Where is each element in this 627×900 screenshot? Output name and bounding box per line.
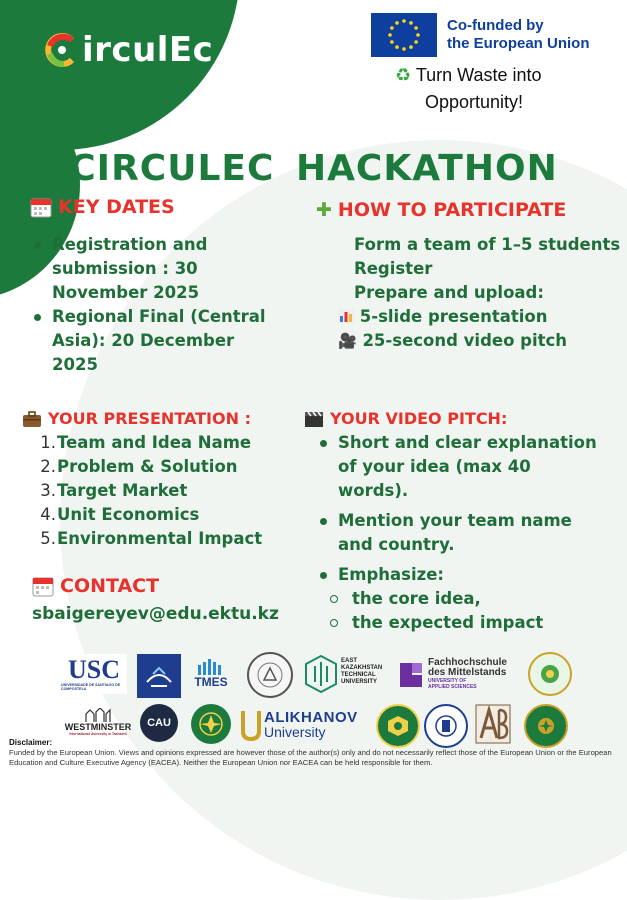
list-item: Registration and submission : 30 November 2025 (32, 233, 292, 305)
eu-cofunded-badge (371, 13, 590, 57)
recycle-icon: ♻ (395, 65, 412, 85)
how-line: Prepare and upload: (354, 283, 544, 302)
video-pitch-heading (304, 409, 507, 428)
video-camera-icon: 🎥 (338, 332, 357, 350)
circulec-logo (44, 30, 213, 70)
list-item: Short and clear explanation of your idea (max 40 words). (318, 431, 618, 503)
university-seal-logo (247, 652, 293, 698)
list-item: 3. Target Market (40, 481, 188, 500)
how-line: Register (354, 259, 433, 278)
key-dates-heading (30, 196, 175, 218)
disclaimer-label: Disclaimer: (9, 738, 53, 747)
contact-heading (32, 575, 159, 597)
how-to-participate-heading (316, 199, 566, 221)
list-item: 1. Team and Idea Name (40, 433, 252, 452)
fhm-logo: Fachhochschule des Mittelstands UNIVERSITY OF APPLIED SCIENCES (398, 656, 522, 692)
university-emblem-logo (137, 654, 181, 698)
how-title: HOW TO PARTICIPATE (337, 199, 567, 221)
slides-item: 5-slide presentation (359, 307, 548, 326)
video-pitch-list (318, 431, 618, 635)
video-item: 25-second video pitch (362, 331, 568, 350)
tagline (395, 62, 595, 116)
sub-list-item: the expected impact (318, 611, 618, 635)
list-item: Emphasize: (318, 563, 618, 587)
logo-text: irculEc (82, 30, 214, 70)
calendar-icon (32, 575, 54, 597)
sub-list-item: the core idea, (318, 587, 618, 611)
cau-logo: CAU (140, 704, 178, 742)
calendar-icon (30, 196, 52, 218)
westminster-logo: WESTMINSTER International University in Tashkent (67, 704, 129, 740)
list-item: 5. Environmental Impact (40, 529, 263, 548)
ektu-text-logo: EAST KAZAKHSTAN TECHNICAL UNIVERSITY (341, 658, 383, 685)
round-emblem-logo (528, 652, 572, 696)
key-dates-title: KEY DATES (58, 196, 175, 218)
key-dates-list (32, 233, 292, 377)
bar-chart-icon (338, 309, 354, 323)
list-item: 4. Unit Economics (40, 505, 200, 524)
tagline-line-1: Turn Waste into (415, 65, 542, 85)
clapperboard-icon (304, 410, 324, 428)
circulec-c-icon (44, 32, 80, 68)
how-list (354, 233, 624, 305)
page-title: CIRCULEC HACKATHON (69, 148, 558, 189)
your-presentation-heading (22, 409, 251, 428)
disclaimer-text: Funded by the European Union. Views and opinions expressed are however those of the author(s) only and do not necessarily reflect those of the European Union or the European Education and Culture Executive Agency (EACEA). Neither the European Union nor EACEA can be held responsible for them. (9, 748, 612, 767)
how-deliverables (338, 305, 618, 353)
contact-email[interactable]: sbaigereyev@edu.ektu.kz (32, 604, 279, 624)
contact-title: CONTACT (60, 575, 160, 597)
list-item: 2. Problem & Solution (40, 457, 238, 476)
list-item: Regional Final (Central Asia): 20 December 2025 (32, 305, 292, 377)
eu-flag-icon (371, 13, 437, 57)
eu-line-2: the European Union (447, 35, 590, 52)
alikhanov-university-logo: ALIKHANOV University (240, 708, 358, 742)
how-line: Form a team of 1–5 students (354, 235, 621, 254)
disclaimer (9, 738, 621, 768)
puzzle-icon: ✚ (316, 199, 332, 221)
ektu-emblem-logo (304, 654, 338, 694)
usc-logo: USC UNIVERSIDADE DE SANTIAGO DE COMPOSTELA (61, 654, 127, 694)
tagline-line-2: Opportunity! (425, 92, 524, 112)
eu-line-1: Co-funded by (447, 17, 544, 34)
presentation-title: YOUR PRESENTATION : (48, 409, 251, 428)
list-item: Mention your team name and country. (318, 509, 618, 557)
presentation-list (34, 431, 304, 551)
tmes-logo: TMES (188, 656, 234, 692)
briefcase-icon (22, 410, 42, 428)
video-pitch-title: YOUR VIDEO PITCH: (330, 409, 508, 428)
